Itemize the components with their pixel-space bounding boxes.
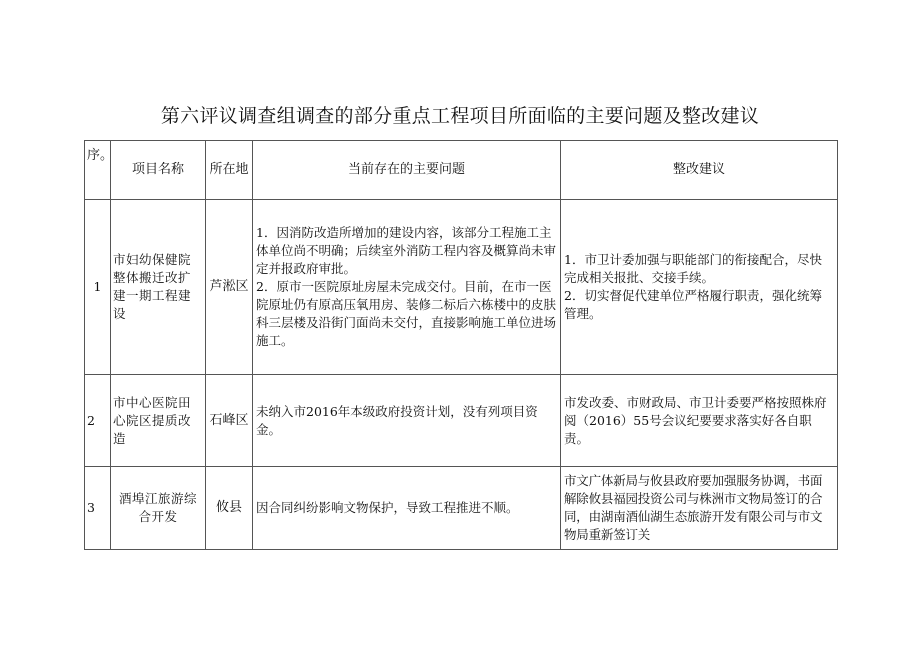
row-advice (561, 200, 838, 375)
problem-item: 1．因消防改造所增加的建设内容，该部分工程施工主体单位尚不明确；后续室外消防工程内容及概算尚未审定并报政府审批。 (256, 225, 557, 276)
table-row (85, 467, 838, 550)
table-header-row (85, 141, 838, 200)
header-seq: 序。 (85, 141, 111, 200)
row-location: 石峰区 (206, 375, 253, 467)
row-problems (253, 200, 561, 375)
row-problems (253, 375, 561, 467)
row-project-name: 市妇幼保健院整体搬迁改扩建一期工程建设 (111, 200, 206, 375)
row-seq: 3 (85, 467, 111, 550)
problem-item: 因合同纠纷影响文物保护，导致工程推进不顺。 (256, 500, 519, 515)
row-location: 攸县 (206, 467, 253, 550)
advice-item: 2．切实督促代建单位严格履行职责，强化统筹管理。 (564, 288, 822, 321)
issues-table (84, 140, 838, 550)
document-title: 第六评议调查组调查的部分重点工程项目所面临的主要问题及整改建议 (160, 105, 760, 127)
problem-item: 未纳入市2016年本级政府投资计划，没有列项目资金。 (256, 403, 538, 437)
problem-item: 2．原市一医院原址房屋未完成交付。目前，在市一医院原址仍有原高压氧用房、装修二标后六栋楼中的皮肤科三层楼及沿街门面尚未交付，直接影响施工单位进场施工。 (256, 279, 557, 348)
row-project-name: 酒埠江旅游综合开发 (111, 467, 206, 550)
header-name: 项目名称 (111, 141, 206, 200)
header-location: 所在地 (206, 141, 253, 200)
row-project-name: 市中心医院田心院区提质改造 (111, 375, 206, 467)
table-row (85, 375, 838, 467)
header-advice: 整改建议 (561, 141, 838, 200)
row-seq: 1 (85, 200, 111, 375)
row-problems (253, 467, 561, 550)
row-seq: 2 (85, 375, 111, 467)
row-advice (561, 375, 838, 467)
table-row (85, 200, 838, 375)
row-advice (561, 467, 838, 550)
advice-item: 市文广体新局与攸县政府要加强服务协调，书面解除攸县福园投资公司与株洲市文物局签订的合同，由湖南酒仙湖生态旅游开发有限公司与市文物局重新签订关 (564, 473, 823, 542)
advice-item: 市发改委、市财政局、市卫计委要严格按照株府阅（2016）55号会议纪要要求落实好各自职责。 (564, 394, 827, 446)
header-problems: 当前存在的主要问题 (253, 141, 561, 200)
row-location: 芦淞区 (206, 200, 253, 375)
advice-item: 1．市卫计委加强与职能部门的衔接配合，尽快完成相关报批、交接手续。 (564, 252, 822, 285)
